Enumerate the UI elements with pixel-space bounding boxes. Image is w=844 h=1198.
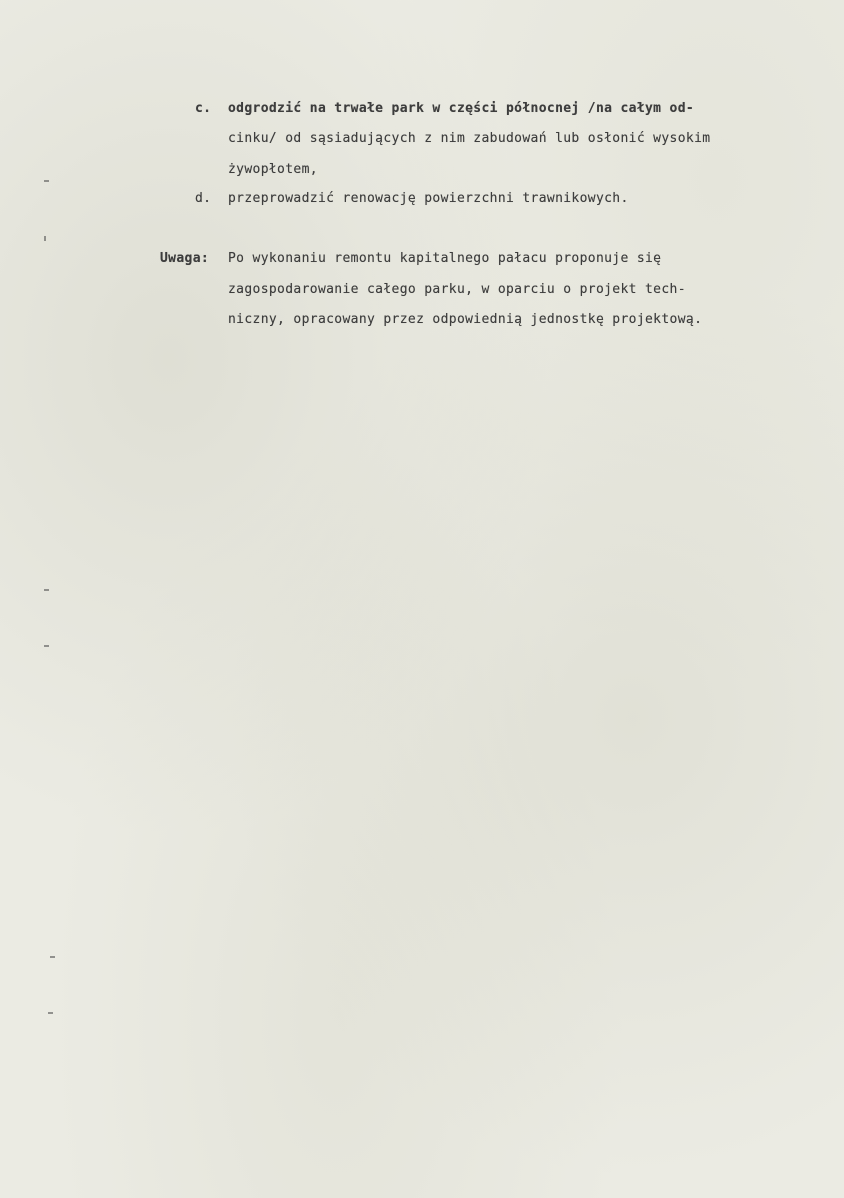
margin-mark — [44, 180, 49, 182]
margin-mark — [44, 589, 49, 591]
item-c-line-3: żywopłotem, — [228, 162, 318, 177]
note-line-3: niczny, opracowany przez odpowiednią jednostkę projektową. — [228, 312, 703, 327]
item-c-line-2: cinku/ od sąsiadujących z nim zabudowań lub osłonić wysokim — [228, 131, 711, 146]
note-label: Uwaga: — [160, 251, 210, 266]
item-c-marker: c. — [195, 101, 212, 116]
note-line-2: zagospodarowanie całego parku, w oparciu o projekt tech- — [228, 282, 686, 297]
margin-mark — [48, 1012, 53, 1014]
margin-mark — [44, 645, 49, 647]
margin-mark — [50, 956, 55, 958]
note-line-1: Po wykonaniu remontu kapitalnego pałacu proponuje się — [228, 251, 662, 266]
item-d-line-1: przeprowadzić renowację powierzchni trawnikowych. — [228, 191, 629, 206]
item-c-line-1: odgrodzić na trwałe park w części północnej /na całym od- — [228, 101, 695, 116]
item-d-marker: d. — [195, 191, 212, 206]
margin-mark — [44, 236, 46, 241]
